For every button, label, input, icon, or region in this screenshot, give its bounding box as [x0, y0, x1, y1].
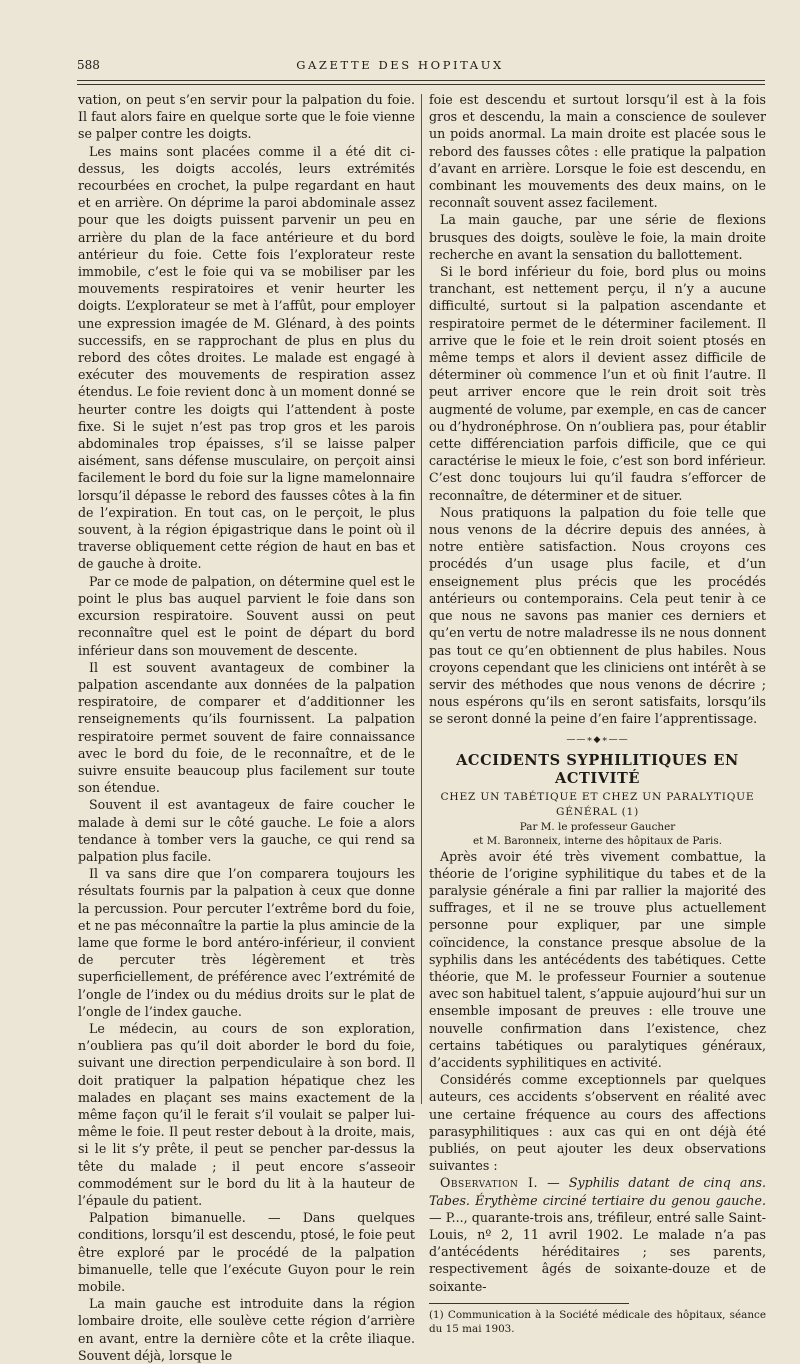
right-column	[429, 91, 766, 1336]
header-rule	[77, 80, 765, 81]
paragraph: Il est souvent avantageux de combiner la palpation ascendante aux données de la palpation respiratoire, de comparer et d’additionner les renseignements qu’ils fournissent. La palpation respiratoire permet souvent de faire connaissance avec le bord du foie, de le reconnaître, et de le suivre ensuite beaucoup plus facilement sur toute son étendue.	[78, 659, 415, 796]
paragraph: Il va sans dire que l’on comparera toujours les résultats fournis par la palpation à ceux que donne la percussion. Pour percuter l’extrême bord du foie, et ne pas méconnaître la partie la plus amincie de la lame que forme le bord antéro-inférieur, il convient de percuter très légèrement et très superficiellement, de préférence avec l’extrémité de l’ongle de l’index ou du médius droits sur le plat de l’ongle de l’index gauche.	[78, 866, 415, 1019]
paragraph: Le médecin, au cours de son exploration, n’oubliera pas qu’il doit aborder le bord du foie, suivant une direction perpendiculaire à son bord. Il doit pratiquer la palpation hépatique chez les malades en plaçant ses mains exactement de la même façon qu’il le ferait s’il voulait se palper lui-même le foie. Il peut rester debout à la droite, mais, si le lit s’y prête, il peut se pencher par-dessus la tête du malade ; il peut encore s’asseoir commodément sur le bord du lit à la hauteur de l’épaule du patient.	[78, 1020, 415, 1208]
paragraph: vation, on peut s’en servir pour la palpation du foie. Il faut alors faire en quelque sorte que le foie vienne se palper contre les doigts.	[78, 92, 415, 142]
article-authors: Par M. le professeur Gaucher	[519, 820, 676, 833]
header-rule-thin	[77, 84, 765, 85]
observation-label: Observation I.	[440, 1175, 538, 1191]
paragraph: Souvent il est avantageux de faire coucher le malade à demi sur le côté gauche. Le foie a alors tendance à tomber vers la gauche, ce qui rend sa palpation plus facile.	[78, 797, 415, 864]
observation-text: — P..., quarante-trois ans, tréfileur, entré salle Saint-Louis, nº 2, 11 avril 1902. Le malade n’a pas d’antécédents héréditaires ; ses parents, respectivement âgés de soixante-douze et de soixante-	[429, 1209, 766, 1294]
footnote-rule	[429, 1303, 629, 1304]
paragraph: Par ce mode de palpation, on détermine quel est le point le plus bas auquel parvient le foie dans son excursion respiratoire. Souvent aussi on peut reconnaître quel est le point de départ du bord inférieur dans son mouvement de descente.	[78, 573, 415, 658]
page-number: 588	[77, 58, 100, 72]
article-title: ACCIDENTS SYPHILITIQUES EN ACTIVITÉ	[456, 751, 739, 787]
article-authors-2: et M. Baronneix, interne des hôpitaux de Paris.	[472, 834, 723, 847]
observation-title: Syphilis datant de cinq ans. Tabes. Érythème circiné tertiaire du genou gauche.	[429, 1175, 766, 1208]
running-title: GAZETTE DES HOPITAUX	[296, 58, 504, 72]
paragraph: Considérés comme exceptionnels par quelques auteurs, ces accidents s’observent en réalité avec une certaine fréquence au cours des affections parasyphilitiques : aux cas qui en ont déjà été publiés, on peut ajouter les deux observations suivantes :	[429, 1072, 766, 1174]
paragraph: foie est descendu et surtout lorsqu’il est à la fois gros et descendu, la main a conscience de soulever un poids anormal. La main droite est placée sous le rebord des fausses côtes : elle pratique la palpation d’avant en arrière. Lorsque le foie est descendu, en combinant les mouvements des deux mains, on le reconnaît souvent assez facilement.	[429, 92, 766, 211]
left-column	[78, 91, 415, 1364]
section-ornament: ——∗◆∗——	[566, 734, 629, 745]
paragraph: La main gauche, par une série de flexions brusques des doigts, soulève le foie, la main droite recherche en avant la sensation du ballottement.	[429, 212, 766, 262]
column-divider	[421, 94, 422, 1104]
footnote: (1) Communication à la Société médicale des hôpitaux, séance du 15 mai 1903.	[429, 1308, 766, 1335]
paragraph: Si le bord inférieur du foie, bord plus ou moins tranchant, est nettement perçu, il n’y a aucune difficulté, surtout si la palpation ascendante et respiratoire permet de le déterminer facilement. Il arrive que le foie et le rein droit soient ptosés en même temps et alors il devient assez difficile de déterminer où commence l’un et où finit l’autre. Il peut arriver encore que le rein droit soit très augmenté de volume, par exemple, en cas de cancer ou d’hydronéphrose. On n’oubliera pas, pour établir cette différenciation parfois difficile, que ce qui caractérise le mieux le foie, c’est son bord inférieur. C’est donc toujours lui qu’il faudra s’efforcer de reconnaître, de déterminer et de situer.	[429, 264, 766, 503]
paragraph: Les mains sont placées comme il a été dit ci-dessus, les doigts accolés, leurs extrémités recourbées en crochet, la pulpe regardant en haut et en arrière. On déprime la paroi abdominale assez pour que les doigts puissent parvenir un peu en arrière du plan de la face antérieure et du bord antérieur du foie. Cette fois l’explorateur reste immobile, c’est le foie qui va se mobiliser par les mouvements respiratoires et venir heurter les doigts. L’explorateur se met à l’affût, pour employer une expression imagée de M. Glénard, à des points successifs, en se rapprochant de plus en plus du rebord des côtes droites. Le malade est engagé à exécuter des mouvements de respiration assez étendus. Le foie revient donc à un moment donné se heurter contre les doigts qui l’attendent à poste fixe. Si le sujet n’est pas trop gros et les parois abdominales trop épaisses, s’il se laisse palper aisément, sans défense musculaire, on perçoit ainsi facilement le bord du foie sur la ligne mamelonnaire lorsqu’il dépasse le rebord des fausses côtes à la fin de l’expiration. En tout cas, on le perçoit, le plus souvent, à la région épigastrique dans le point où il traverse obliquement cette région de haut en bas et de gauche à droite.	[78, 143, 415, 572]
paragraph: Après avoir été très vivement combattue, la théorie de l’origine syphilitique du tabes et de la paralysie générale a fini par rallier la majorité des suffrages, et il ne se trouve plus actuellement personne pour expliquer, par une simple coïncidence, la constance presque absolue de la syphilis dans les antécédents des tabétiques. Cette théorie, que M. le professeur Fournier a soutenue avec son habituel talent, s’appuie aujourd’hui sur un ensemble imposant de preuves : elle trouve une nouvelle confirmation dans l’existence, chez certains tabétiques ou paralytiques généraux, d’accidents syphilitiques en activité.	[429, 848, 766, 1070]
article-subtitle: CHEZ UN TABÉTIQUE ET CHEZ UN PARALYTIQUE GÉNÉRAL (1)	[440, 790, 755, 818]
paragraph: La main gauche est introduite dans la région lombaire droite, elle soulève cette région d’arrière en avant, entre la dernière côte et la crête iliaque. Souvent déjà, lorsque le	[78, 1296, 415, 1363]
paragraph: Palpation bimanuelle. — Dans quelques conditions, lorsqu’il est descendu, ptosé, le foie peut être exploré par le procédé de la palpation bimanuelle, telle que l’exécute Guyon pour le rein mobile.	[78, 1210, 415, 1295]
observation-paragraph: Observation I. — Syphilis datant de cinq ans. Tabes. Érythème circiné tertiaire du genou gauche. — P..., quarante-trois ans, tréfileur, entré salle Saint-Louis, nº 2, 11 avril 1902. Le malade n’a pas d’antécédents héréditaires ; ses parents, respectivement âgés de soixante-douze et de soixante-	[429, 1175, 766, 1294]
paragraph: Nous pratiquons la palpation du foie telle que nous venons de la décrire depuis des années, à notre entière satisfaction. Nous croyons ces procédés d’un usage plus facile, et d’un enseignement plus précis que les procédés antérieurs ou contemporains. Cela peut tenir à ce que nous ne savons pas manier ces derniers et qu’en vertu de notre maladresse ils ne nous donnent pas tout ce qu’en obtiennent de plus habiles. Nous croyons cependant que les cliniciens ont intérêt à se servir des méthodes que nous venons de décrire ; nous espérons qu’ils en seront satisfaits, lorsqu’ils se seront donné la peine d’en faire l’apprentissage.	[429, 504, 767, 727]
